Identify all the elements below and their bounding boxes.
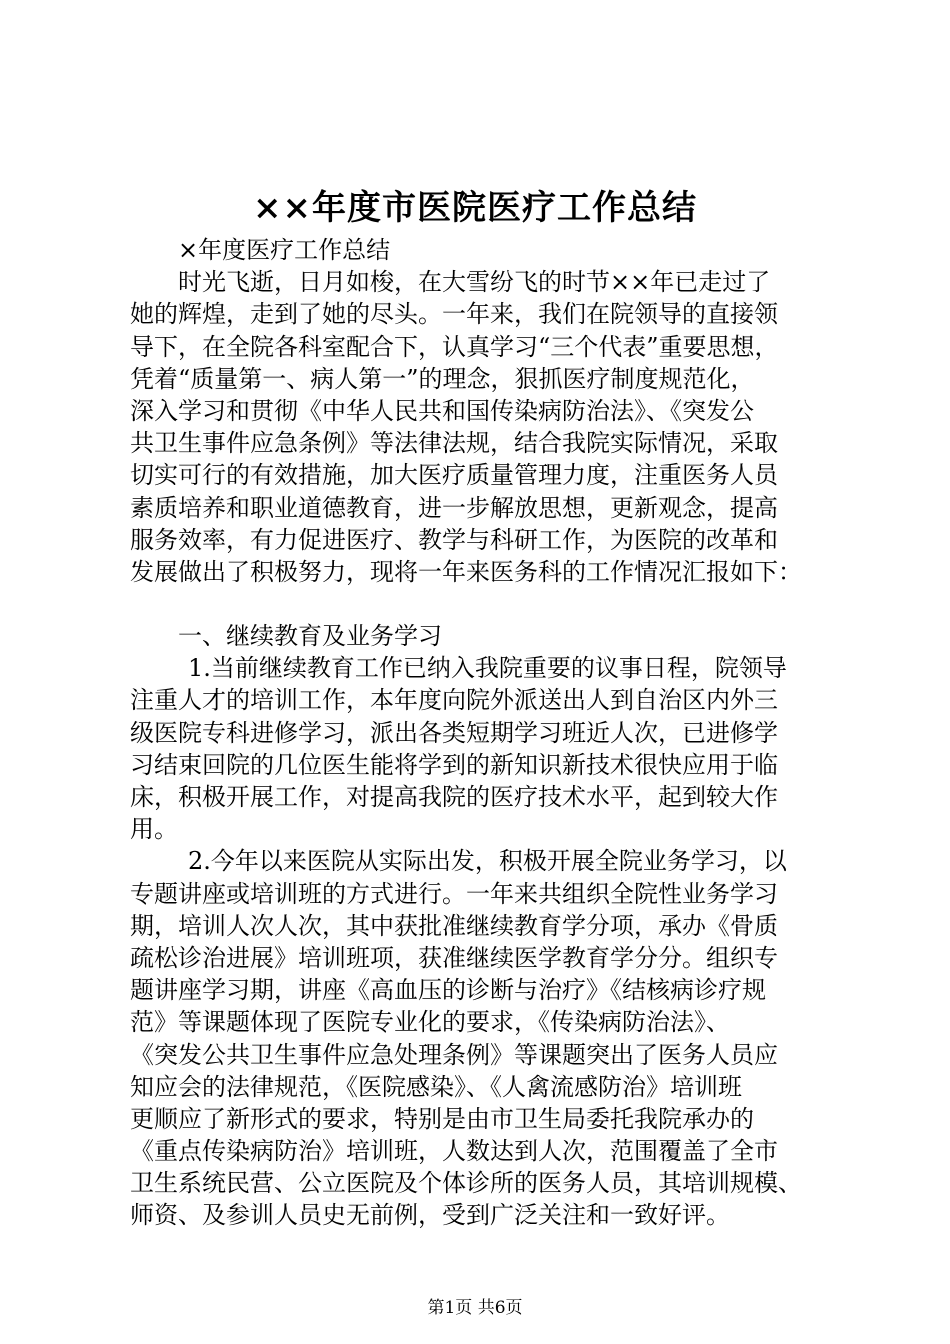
paragraph-line: 她的辉煌，走到了她的尽头。一年来，我们在院领导的直接领 xyxy=(130,300,778,329)
intro-paragraph xyxy=(130,266,840,588)
paragraph-spacer xyxy=(130,588,840,620)
paragraph-line: 习结束回院的几位医生能将学到的新知识新技术很快应用于临 xyxy=(130,750,778,779)
paragraph-line: 范》等课题体现了医院专业化的要求，《传染病防治法》、 xyxy=(130,1008,730,1037)
document-body xyxy=(130,234,840,1232)
paragraph-line: 服务效率，有力促进医疗、教学与科研工作，为医院的改革和 xyxy=(130,525,778,554)
paragraph-line: 《重点传染病防治》培训班，人数达到人次，范围覆盖了全市 xyxy=(130,1137,778,1166)
paragraph-line: 凭着“质量第一、病人第一”的理念，狠抓医疗制度规范化， xyxy=(130,364,755,393)
paragraph-line: 素质培养和职业道德教育，进一步解放思想，更新观念，提高 xyxy=(130,493,778,522)
paragraph-line: 师资、及参训人员史无前例，受到广泛关注和一致好评。 xyxy=(130,1201,730,1230)
paragraph-line: 专题讲座或培训班的方式进行。一年来共组织全院性业务学习 xyxy=(130,879,778,908)
item-1-paragraph xyxy=(130,652,840,845)
paragraph-line: 注重人才的培训工作，本年度向院外派送出人到自治区内外三 xyxy=(130,686,778,715)
page-number-footer: 第1页 共6页 xyxy=(427,1298,523,1318)
document-subtitle: ×年度医疗工作总结 xyxy=(178,236,391,264)
paragraph-line: 题讲座学习期，讲座《高血压的诊断与治疗》《结核病诊疗规 xyxy=(130,976,766,1005)
paragraph-line: 切实可行的有效措施，加大医疗质量管理力度，注重医务人员 xyxy=(130,461,778,490)
paragraph-line: 床，积极开展工作，对提高我院的医疗技术水平，起到较大作 xyxy=(130,783,778,811)
paragraph-line: 发展做出了积极努力，现将一年来医务科的工作情况汇报如下： xyxy=(130,557,802,586)
paragraph-line: 知应会的法律规范，《医院感染》、《人禽流感防治》培训班 xyxy=(130,1072,742,1101)
section-heading: 一、继续教育及业务学习 xyxy=(178,622,442,651)
paragraph-line: 级医院专科进修学习，派出各类短期学习班近人次，已进修学 xyxy=(130,718,778,747)
document-title: ××年度市医院医疗工作总结 xyxy=(253,188,697,228)
paragraph-line: 期，培训人次人次，其中获批准继续教育学分项，承办《骨质 xyxy=(130,911,778,940)
item-2-paragraph xyxy=(130,845,840,1231)
paragraph-line: 疏松诊治进展》培训班项，获准继续医学教育学分分。组织专 xyxy=(130,943,778,972)
paragraph-line: 时光飞逝，日月如梭，在大雪纷飞的时节××年已走过了 xyxy=(178,268,771,297)
paragraph-line: 2.今年以来医院从实际出发，积极开展全院业务学习，以 xyxy=(188,847,787,876)
paragraph-line: 卫生系统民营、公立医院及个体诊所的医务人员，其培训规模、 xyxy=(130,1169,802,1198)
paragraph-line: 导下，在全院各科室配合下，认真学习“三个代表”重要思想， xyxy=(130,332,779,361)
paragraph-line: 1.当前继续教育工作已纳入我院重要的议事日程，院领导 xyxy=(188,654,787,683)
paragraph-line: 更顺应了新形式的要求，特别是由市卫生局委托我院承办的 xyxy=(130,1104,754,1133)
paragraph-line: 共卫生事件应急条例》等法律法规，结合我院实际情况，采取 xyxy=(130,429,778,458)
paragraph-line: 《突发公共卫生事件应急处理条例》等课题突出了医务人员应 xyxy=(130,1040,778,1069)
paragraph-line: 深入学习和贯彻《中华人民共和国传染病防治法》、《突发公 xyxy=(130,396,754,425)
paragraph-line: 用。 xyxy=(130,815,178,844)
